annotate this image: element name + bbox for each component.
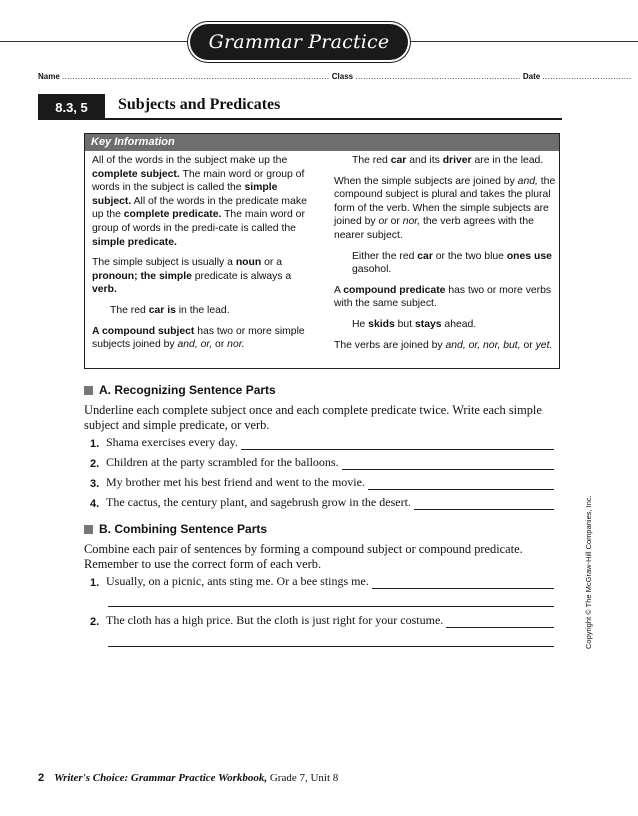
grammar-practice-banner [190, 24, 408, 60]
book-title: Writer's Choice: Grammar Practice Workbook, [54, 772, 268, 784]
answer-line[interactable] [372, 576, 554, 589]
answer-line[interactable] [446, 615, 554, 628]
name-label: Name [38, 72, 60, 81]
answer-line[interactable] [414, 497, 554, 510]
compound-predicate-paragraph: A compound predicate has two or more verbs with the same subject. [334, 284, 552, 310]
answer-line[interactable] [241, 437, 554, 450]
key-information-heading: Key Information [85, 134, 559, 151]
page-footer [38, 772, 338, 784]
section-a-instructions: Underline each complete subject once and each complete predicate twice. Write each simple subject and simple predicate, or verb. [84, 403, 542, 432]
lesson-title: Subjects and Predicates [118, 96, 281, 113]
example-sentence: The red car and its driver are in the lead. [352, 155, 544, 166]
exercise-a-item-4: 4. The cactus, the century plant, and sagebrush grow in the desert. [90, 494, 554, 510]
square-bullet-icon [84, 386, 93, 395]
exercise-b-item-1: 1. Usually, on a picnic, ants sting me. Or a bee stings me. [90, 573, 554, 589]
class-label: Class [331, 72, 354, 81]
key-info-left-column [92, 154, 318, 359]
answer-line[interactable] [108, 646, 554, 647]
key-information-box [84, 133, 560, 369]
lesson-rule [105, 118, 562, 120]
key-info-right-column [334, 154, 556, 359]
square-bullet-icon [84, 525, 93, 534]
class-field[interactable]: ............................................................... [355, 72, 521, 81]
exercise-b-item-2: 2. The cloth has a high price. But the cloth is just right for your costume. [90, 612, 554, 628]
answer-line[interactable] [368, 477, 554, 490]
date-field[interactable]: .................................. [542, 72, 632, 81]
agreement-paragraph: When the simple subjects are joined by and, the compound subject is plural and takes the plural form of the verb. When the simple subjects are joined by or or nor, the verb agrees with the nearer subject. [334, 175, 556, 241]
date-label: Date [522, 72, 541, 81]
compound-subject-paragraph: A compound subject has two or more simple subjects joined by and, or, or nor. [92, 325, 305, 351]
answer-line[interactable] [108, 606, 554, 607]
lesson-heading [38, 94, 562, 120]
answer-line[interactable] [342, 457, 554, 470]
simple-subject-paragraph: The simple subject is usually a noun or a pronoun; the simple predicate is always a verb. [92, 257, 292, 296]
exercise-a-item-3: 3. My brother met his best friend and went to the movie. [90, 474, 554, 490]
exercise-a-item-1: 1. Shama exercises every day. [90, 434, 554, 450]
copyright-notice: Copyright © The McGraw-Hill Companies, Inc. [584, 495, 593, 649]
name-field[interactable]: ...................................................................................................... [62, 72, 330, 81]
student-info-line [38, 72, 632, 81]
example-sentence: The red car is in the lead. [110, 304, 230, 316]
section-b-heading: B. Combining Sentence Parts [84, 522, 267, 536]
lesson-number: 8.3, 5 [38, 94, 105, 120]
grade-unit: Grade 7, Unit 8 [267, 772, 339, 784]
section-b-instructions: Combine each pair of sentences by forming a compound subject or compound predicate. Remember to use the correct form of each verb. [84, 542, 523, 571]
section-a-heading: A. Recognizing Sentence Parts [84, 383, 276, 397]
example-sentence: He skids but stays ahead. [352, 318, 477, 330]
page-number: 2 [38, 772, 45, 784]
example-sentence: Either the red car or the two blue ones use gasohol. [352, 250, 552, 276]
complete-subject-paragraph: All of the words in the subject make up the complete subject. The main word or group of words in the subject is called the simple subject. All of the words in the predicate make up the complete predicate. The main word or group of words in the predi-cate is called the simple predicate. [92, 155, 307, 248]
banner-title: Grammar Practice [208, 31, 390, 53]
exercise-a-item-2: 2. Children at the party scrambled for the balloons. [90, 454, 554, 470]
joining-words-paragraph: The verbs are joined by and, or, nor, but, or yet. [334, 339, 553, 351]
